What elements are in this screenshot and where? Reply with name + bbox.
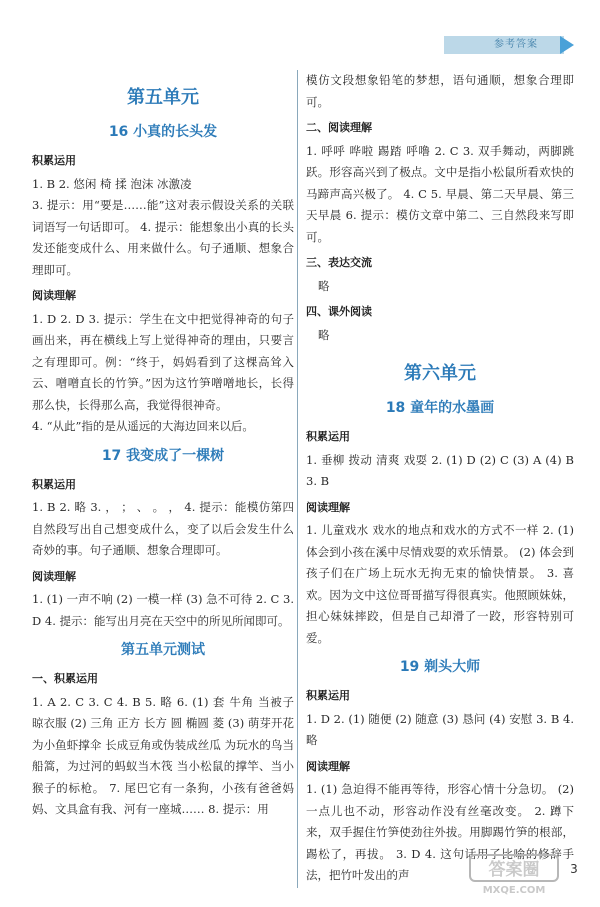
answer-paragraph: 模仿文段想象铅笔的梦想，语句通顺，想象合理即可。: [306, 73, 574, 109]
page-number: 3: [570, 862, 578, 876]
section-heading: 阅读理解: [306, 500, 350, 514]
answer-paragraph: 1. B 2. 悠闲 椅 揉 泡沫 冰激凌: [32, 176, 192, 191]
left-column: [32, 70, 294, 821]
lesson-title: 17 我变成了一棵树: [101, 447, 225, 464]
section-heading: 三、表达交流: [306, 256, 372, 269]
section-heading: 一、积累运用: [32, 672, 98, 685]
answer-paragraph: 1. (1) 一声不响 (2) 一模一样 (3) 急不可待 2. C 3. D 4. 提示：能写出月亮在天空中的所见所闻即可。: [32, 592, 294, 628]
watermark-url: MXQE.COM: [482, 885, 546, 896]
answer-paragraph: 1. D 2. (1) 随便 (2) 随意 (3) 恳问 (4) 安慰 3. B 4. 略: [306, 711, 574, 747]
lesson-title: 第五单元测试: [121, 642, 205, 658]
section-heading: 积累运用: [306, 689, 350, 702]
right-column: [306, 70, 574, 887]
unit-title: 第五单元: [127, 87, 199, 108]
lesson-title: 16 小真的长头发: [108, 124, 218, 140]
arrow-icon: [560, 36, 574, 54]
section-heading: 积累运用: [306, 430, 350, 443]
answer-paragraph: 3. 提示：用“要是……能”这对表示假设关系的关联词语写一句话即可。 4. 提示：能想象出小真的长头发还能变成什么、用来做什么。句子通顺、想象合理即可。: [32, 198, 294, 277]
answer-paragraph: 略: [318, 327, 330, 342]
section-heading: 阅读理解: [32, 289, 76, 302]
column-divider: [297, 70, 298, 888]
unit-title: 第六单元: [404, 363, 476, 384]
watermark-text: 答案圈: [488, 860, 540, 880]
section-heading: 阅读理解: [32, 569, 76, 583]
answer-paragraph: 1. A 2. C 3. C 4. B 5. 略 6. (1) 套 牛角 当被子 晾衣服 (2) 三角 正方 长方 圆 椭圆 菱 (3) 萌芽开花 为小鱼虾撑伞 长成豆角或伪装成丝瓜 为玩水的鸟当船篙，为过河的蚂蚁当木筏 当小松鼠的撑竿、当小猴子的标枪。 7. 尾巴它有一条狗，小孩有爸爸妈妈、文具盒有我、河有一座城…… 8. 提示：用: [32, 694, 294, 816]
lesson-title: 19 剃头大师: [399, 659, 481, 675]
answer-paragraph: 4. “从此”指的是从遥远的大海边回来以后。: [32, 419, 254, 433]
answer-paragraph: 1. 垂柳 拨动 清爽 戏耍 2. (1) D (2) C (3) A (4) B 3. B: [306, 452, 574, 488]
section-heading: 阅读理解: [306, 759, 350, 773]
answer-paragraph: 1. 呼呼 哗啦 踢踏 呼噜 2. C 3. 双手舞动，两脚跳跃。形容高兴到了极点。文中是指小松鼠所看欢快的马蹄声高兴极了。 4. C 5. 早晨、第二天早晨、第三天早晨 6. 提示：模仿文章中第二、三自然段来写即可。: [306, 143, 574, 244]
answer-tag: 参考答案: [444, 36, 564, 54]
section-heading: 积累运用: [32, 477, 76, 491]
lesson-title: 18 童年的水墨画: [385, 400, 495, 416]
answer-paragraph: 1. (1) 急迫得不能再等待，形容心情十分急切。 (2) 一点儿也不动，形容动作没有丝毫改变。 2. 蹲下来，双手握住竹笋使劲往外拔。用脚踢竹笋的根部，踢松了，再拔。 3. D 4. 这句话用了比喻的修辞手法，把竹叶发出的声: [306, 782, 574, 882]
answer-paragraph: 1. 儿童戏水 戏水的地点和戏水的方式不一样 2. (1) 体会到小孩在溪中尽情戏耍的欢乐情景。 (2) 体会到孩子们在广场上玩水无拘无束的愉快情景。 3. 喜欢。因为文中这位哥哥描写得很真实。他照顾妹妹，担心妹妹摔跤，但是自己却滑了一跤，形容特别可爱。: [306, 523, 574, 645]
page-header: [0, 0, 600, 62]
answer-paragraph: 1. D 2. D 3. 提示：学生在文中把觉得神奇的句子画出来，再在横线上写上觉得神奇的理由，只要言之有理即可。例：“终于，妈妈看到了这棵高耸入云、噌噌直长的竹笋。”因为这竹笋噌噌地长，长得那么快，长得那么高，我觉得很神奇。: [32, 311, 294, 412]
section-heading: 二、阅读理解: [306, 121, 372, 134]
section-heading: 积累运用: [32, 154, 76, 167]
section-heading: 四、课外阅读: [306, 305, 372, 318]
answer-paragraph: 略: [318, 278, 330, 293]
watermark-logo: [466, 851, 584, 897]
answer-paragraph: 1. B 2. 略 3. ， ； 、 。 ， 4. 提示：能模仿第四自然段写出自己想变成什么，变了以后会发生什么奇妙的事。句子通顺、想象合理即可。: [32, 500, 294, 557]
